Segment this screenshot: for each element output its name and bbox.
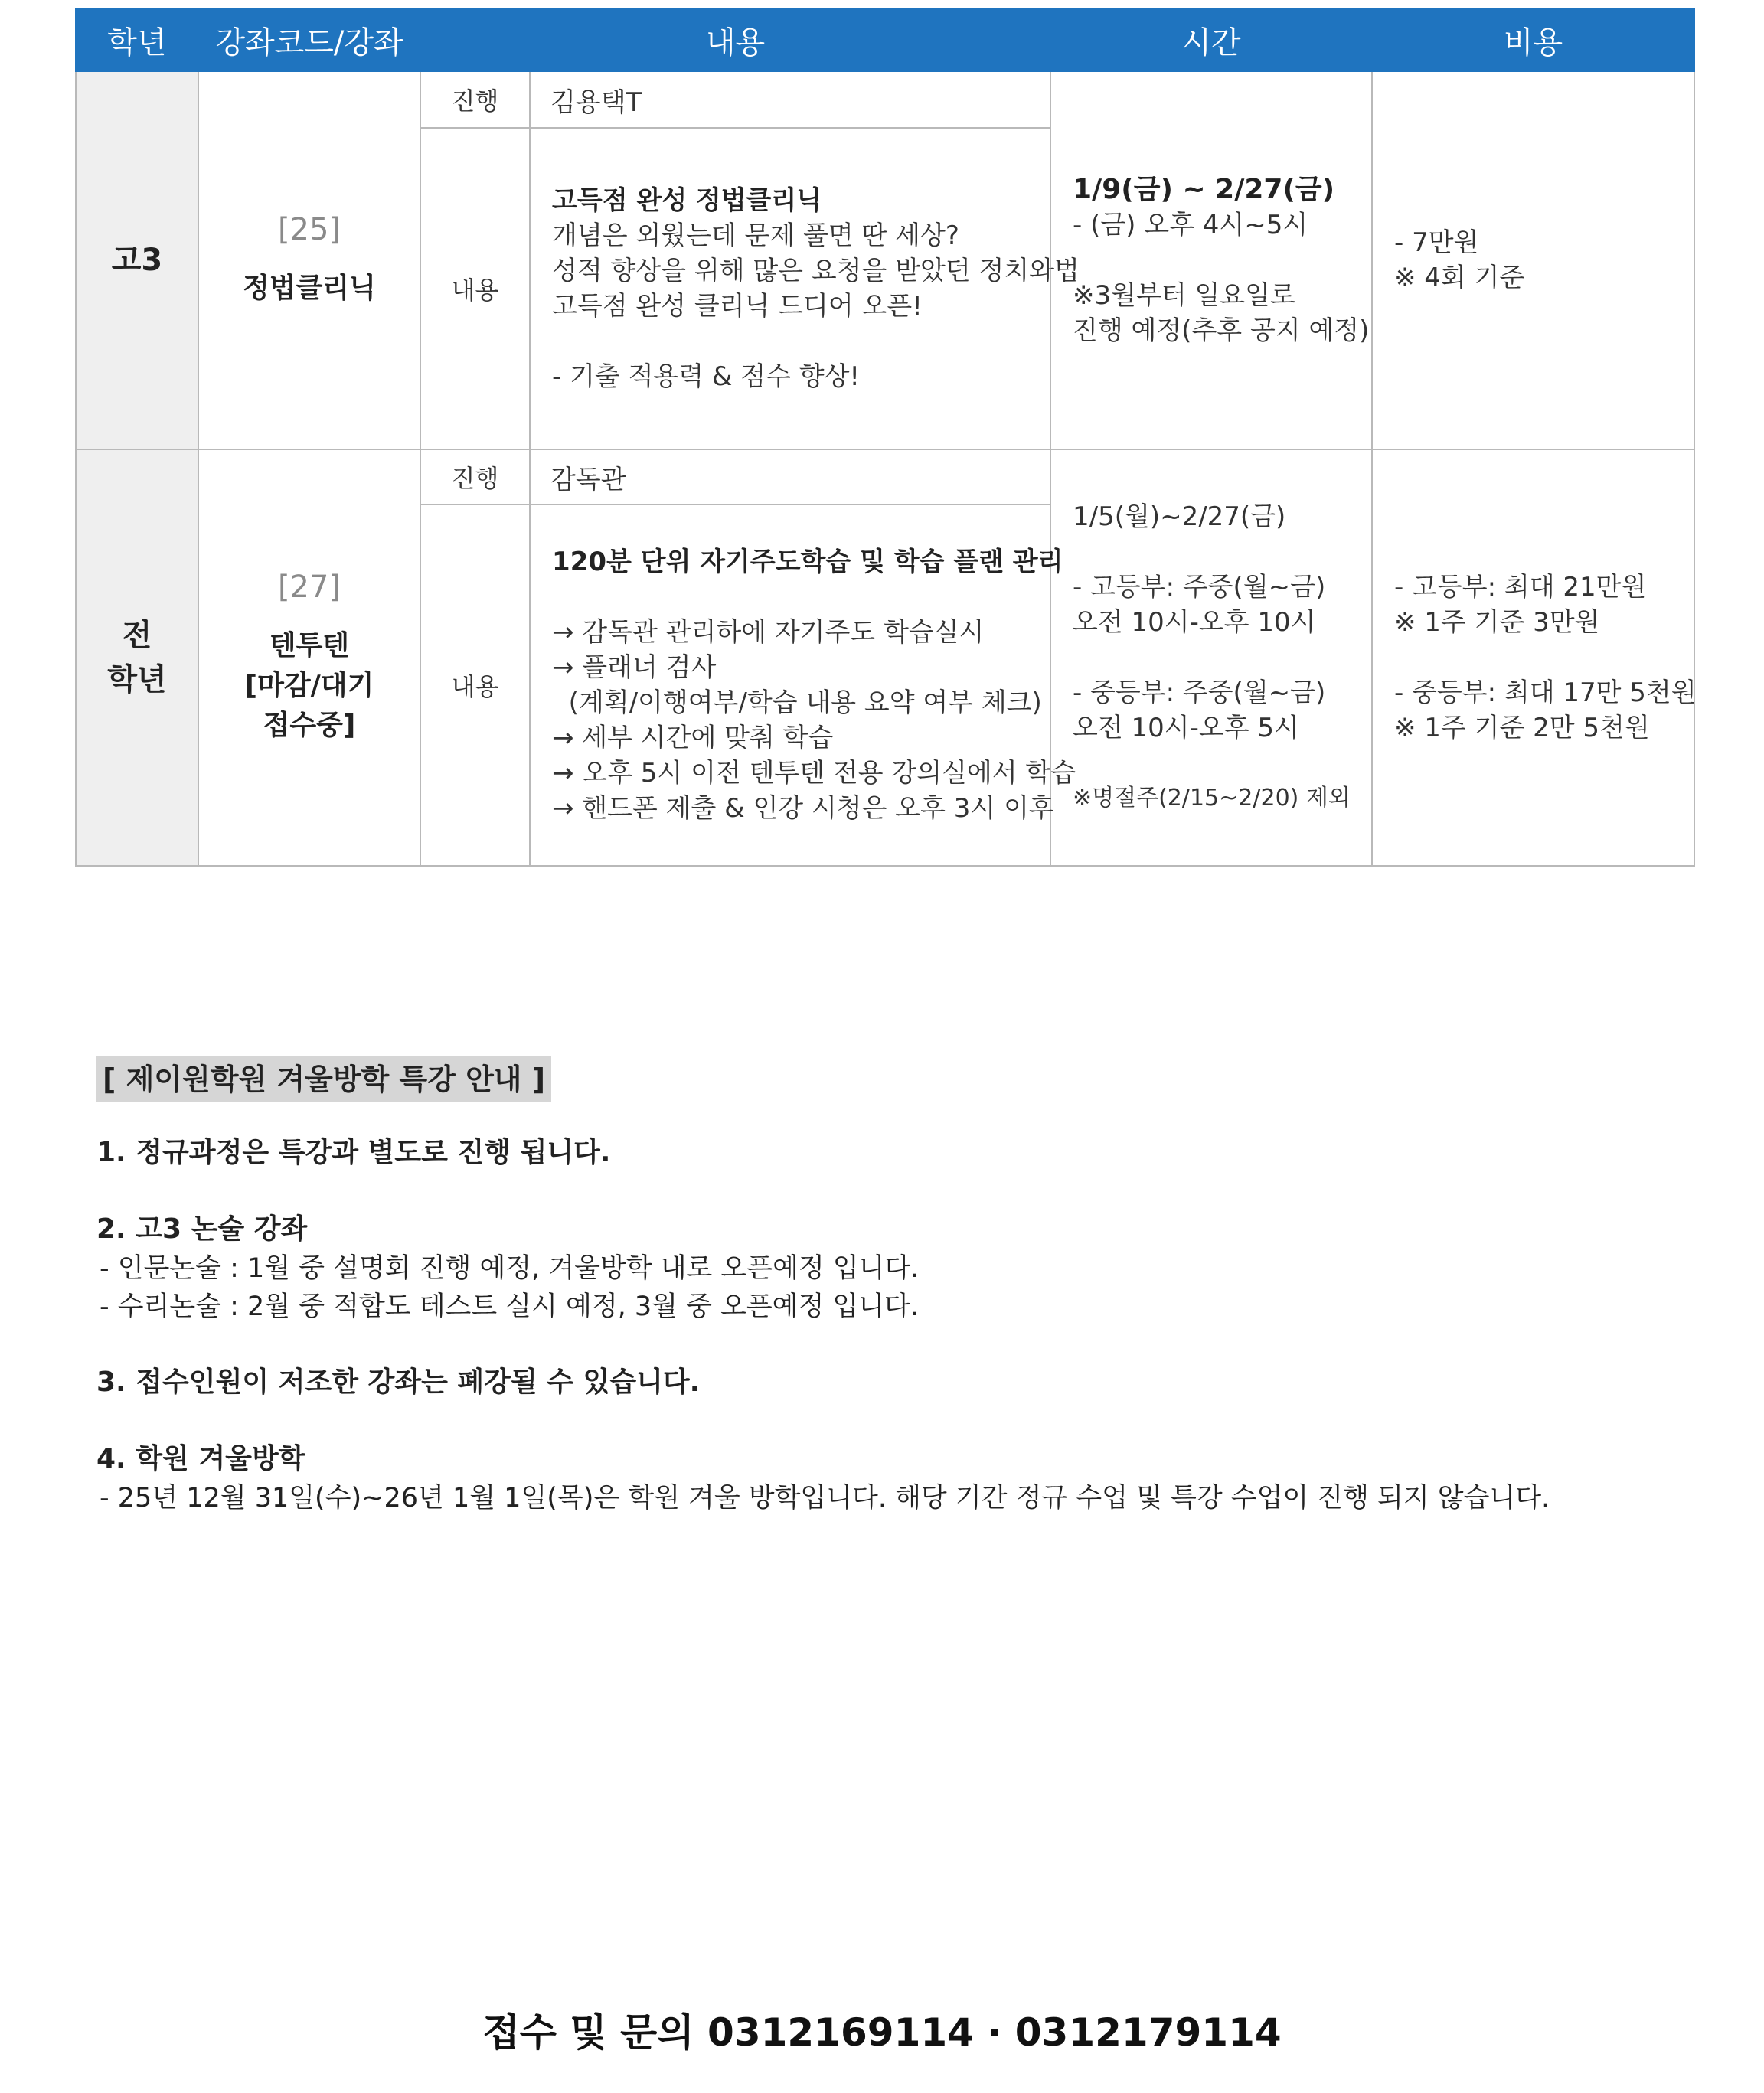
notice-item [96,1363,1666,1402]
notice-heading: 2. 고3 논술 강좌 [96,1213,308,1245]
grade-cell [76,449,198,866]
progress-label: 진행 [420,449,530,504]
content-heading: 120분 단위 자기주도학습 및 학습 플랜 관리 [552,547,1063,577]
notice-item [96,1210,1666,1326]
content-cell [530,128,1080,449]
notice-section [96,1056,1666,1554]
table-header-row [76,8,1694,71]
content-line: 개념은 외웠는데 문제 풀면 딴 세상? [552,220,959,251]
contact-info: 접수 및 문의 0312169114 · 0312179114 [482,2010,1282,2055]
course-table [75,8,1695,867]
supervisor-value: 감독관 [530,449,1050,504]
time-cell [1050,71,1372,449]
header-time: 시간 [1050,8,1372,71]
time-line: ※3월부터 일요일로 [1073,280,1295,311]
time-line: 진행 예정(추후 공지 예정) [1073,315,1370,346]
grade-text: 학년 [107,662,167,697]
content-line: → 핸드폰 제출 & 인강 시청은 오후 3시 이후 [552,793,1054,824]
cost-line: ※ 1주 기준 2만 5천원 [1394,713,1650,743]
time-line: 오전 10시-오후 5시 [1073,713,1299,743]
notice-title: [ 제이원학원 겨울방학 특강 안내 ] [96,1056,551,1102]
time-line: - 중등부: 주중(월~금) [1073,678,1326,708]
instructor-value: 김용택T [530,71,1050,128]
cost-line: ※ 4회 기준 [1394,263,1525,293]
notice-item [96,1133,1666,1173]
header-cost: 비용 [1372,8,1694,71]
content-line: 고득점 완성 클리닉 드디어 오픈! [552,291,923,322]
notice-heading: 4. 학원 겨울방학 [96,1443,305,1474]
notice-line: - 25년 12월 31일(수)~26년 1월 1일(목)은 학원 겨울 방학입니다. 해당 기간 정규 수업 및 특강 수업이 진행 되지 않습니다. [100,1483,1550,1513]
grade-text: 전 [122,618,152,653]
time-line: 오전 10시-오후 10시 [1073,607,1316,638]
content-line: - 기출 적용력 & 점수 향상! [552,361,861,392]
cost-line: - 중등부: 최대 17만 5천원 [1394,678,1697,708]
content-cell [530,504,1076,866]
notice-line: - 인문논술 : 1월 중 설명회 진행 예정, 겨울방학 내로 오픈예정 입니다. [100,1253,920,1284]
course-name: 텐투텐 [269,630,350,661]
course-code: [27] [277,570,341,605]
content-heading: 고득점 완성 정법클리닉 [552,185,822,216]
time-note: ※명절주(2/15~2/20) 제외 [1073,785,1351,811]
table-row [76,71,1694,128]
cost-cell [1372,71,1694,449]
cost-cell [1372,449,1697,866]
cost-line: - 고등부: 최대 21만원 [1394,572,1647,602]
header-content: 내용 [420,8,1050,71]
content-label: 내용 [420,128,530,449]
progress-label: 진행 [420,71,530,128]
notice-heading: 3. 접수인원이 저조한 강좌는 폐강될 수 있습니다. [96,1366,701,1398]
time-period: 1/9(금) ~ 2/27(금) [1073,174,1335,205]
content-label: 내용 [420,504,530,866]
content-line: → 감독관 관리하에 자기주도 학습실시 [552,617,985,648]
content-line: 성적 향상을 위해 많은 요청을 받았던 정치와법 [552,256,1080,286]
notice-item [96,1439,1666,1517]
cost-line: - 7만원 [1394,227,1479,258]
grade-text: 고3 [111,243,163,278]
table-row [76,449,1694,504]
cost-line: ※ 1주 기준 3만원 [1394,607,1600,638]
course-code-cell [198,449,420,866]
time-line: - 고등부: 주중(월~금) [1073,572,1326,602]
grade-cell [76,71,198,449]
time-line: - (금) 오후 4시~5시 [1073,210,1308,240]
header-course: 강좌코드/강좌 [198,8,420,71]
course-code: [25] [277,212,341,247]
course-name: 정법클리닉 [243,273,376,304]
course-status: 접수중] [263,710,356,741]
content-line: → 오후 5시 이전 텐투텐 전용 강의실에서 학습 [552,758,1076,789]
course-code-cell [198,71,420,449]
content-line: (계획/이행여부/학습 내용 요약 여부 체크) [552,687,1042,718]
content-line: → 플래너 검사 [552,652,717,683]
time-period: 1/5(월)~2/27(금) [1073,501,1286,532]
header-grade: 학년 [76,8,198,71]
notice-line: - 수리논술 : 2월 중 적합도 테스트 실시 예정, 3월 중 오픈예정 입니다. [100,1291,919,1322]
notice-heading: 1. 정규과정은 특강과 별도로 진행 됩니다. [96,1137,611,1168]
course-status: [마감/대기 [244,670,374,701]
content-line: → 세부 시간에 맞춰 학습 [552,723,834,753]
time-cell [1050,449,1372,866]
